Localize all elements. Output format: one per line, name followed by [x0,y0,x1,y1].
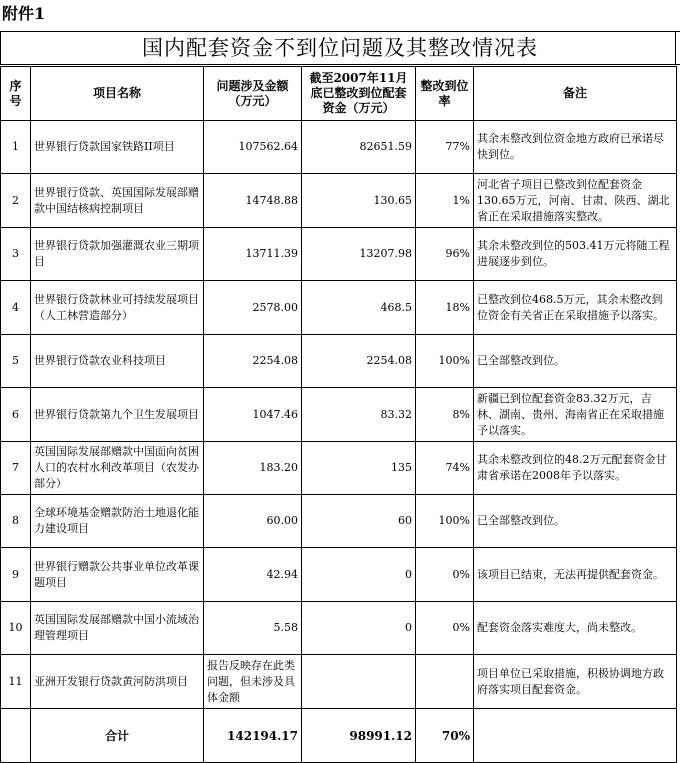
rectify-rate: 18% [416,281,474,335]
rectify-rate: 100% [416,335,474,388]
rectified-amount: 468.5 [302,281,416,335]
problem-amount: 13711.39 [204,228,302,281]
total-amount: 142194.17 [204,709,302,763]
table-row [1,335,677,388]
problem-amount: 42.94 [204,548,302,602]
project-name: 英国国际发展部赠款中国面向贫困人口的农村水利改革项目（农发办部分） [31,442,204,495]
header-rectified: 截至2007年11月底已整改到位配套资金（万元） [302,67,416,121]
table-row [1,228,677,281]
rectify-rate: 8% [416,388,474,442]
project-name: 世界银行贷款第九个卫生发展项目 [31,388,204,442]
row-index: 10 [1,602,31,655]
rectified-amount: 135 [302,442,416,495]
row-index: 8 [1,495,31,548]
table-row [1,174,677,228]
rectified-amount: 13207.98 [302,228,416,281]
table-row [1,548,677,602]
problem-amount: 183.20 [204,442,302,495]
rectify-rate [416,655,474,709]
project-name: 亚洲开发银行贷款黄河防洪项目 [31,655,204,709]
table-row [1,495,677,548]
rectified-amount: 130.65 [302,174,416,228]
table-row [1,602,677,655]
table-row [1,281,677,335]
row-index: 1 [1,121,31,174]
problem-amount: 14748.88 [204,174,302,228]
problem-amount: 2254.08 [204,335,302,388]
rectify-rate: 0% [416,548,474,602]
problem-amount: 60.00 [204,495,302,548]
page-title: 国内配套资金不到位问题及其整改情况表 [142,36,538,60]
row-index: 7 [1,442,31,495]
project-name: 英国国际发展部赠款中国小流域治理管理项目 [31,602,204,655]
problem-amount: 107562.64 [204,121,302,174]
header-index: 序号 [1,67,31,121]
problem-amount: 5.58 [204,602,302,655]
project-name: 世界银行贷款林业可持续发展项目（人工林营造部分） [31,281,204,335]
table-row [1,121,677,174]
total-rate: 70% [416,709,474,763]
project-name: 全球环境基金赠款防治土地退化能力建设项目 [31,495,204,548]
header-amount: 问题涉及金额（万元） [204,67,302,121]
attachment-label: 附件1 [2,4,46,23]
total-row [1,709,677,763]
row-index: 3 [1,228,31,281]
remark: 项目单位已采取措施，积极协调地方政府落实项目配套资金。 [474,655,677,709]
project-name: 世界银行贷款农业科技项目 [31,335,204,388]
total-label: 合计 [31,709,204,763]
remark: 其余未整改到位的503.41万元将随工程进展逐步到位。 [474,228,677,281]
row-index: 4 [1,281,31,335]
header-row [1,67,677,121]
rectified-amount: 0 [302,602,416,655]
rectified-amount [302,655,416,709]
project-name: 世界银行贷款国家铁路II项目 [31,121,204,174]
remark: 河北省子项目已整改到位配套资金130.65万元，河南、甘肃、陕西、湖北省正在采取措施落实整改。 [474,174,677,228]
remark: 已全部整改到位。 [474,495,677,548]
row-index: 2 [1,174,31,228]
table-row [1,655,677,709]
remark: 新疆已到位配套资金83.32万元，吉林、湖南、贵州、海南省正在采取措施予以落实。 [474,388,677,442]
project-name: 世界银行赠款公共事业单位改革课题项目 [31,548,204,602]
total-rectified: 98991.12 [302,709,416,763]
project-name: 世界银行贷款加强灌溉农业三期项目 [31,228,204,281]
rectified-amount: 0 [302,548,416,602]
row-index: 6 [1,388,31,442]
total-note-blank [474,709,677,763]
title-row [0,31,680,65]
remark: 该项目已结束，无法再提供配套资金。 [474,548,677,602]
rectified-amount: 60 [302,495,416,548]
remark: 其余未整改到位资金地方政府已承诺尽快到位。 [474,121,677,174]
rectify-rate: 100% [416,495,474,548]
table-row [1,442,677,495]
rectify-rate: 0% [416,602,474,655]
row-index: 11 [1,655,31,709]
rectify-rate: 77% [416,121,474,174]
total-index-blank [1,709,31,763]
remark: 其余未整改到位的48.2万元配套资金甘肃省承诺在2008年予以落实。 [474,442,677,495]
header-rate: 整改到位率 [416,67,474,121]
rectify-rate: 74% [416,442,474,495]
row-index: 9 [1,548,31,602]
rectified-amount: 82651.59 [302,121,416,174]
table-row [1,388,677,442]
problem-amount: 报告反映存在此类问题，但未涉及具体金额 [204,655,302,709]
row-index: 5 [1,335,31,388]
problem-amount: 1047.46 [204,388,302,442]
problem-amount: 2578.00 [204,281,302,335]
rectified-amount: 83.32 [302,388,416,442]
remark: 已全部整改到位。 [474,335,677,388]
header-note: 备注 [474,67,677,121]
rectify-rate: 96% [416,228,474,281]
rectification-table [0,66,677,763]
header-name: 项目名称 [31,67,204,121]
remark: 配套资金落实难度大，尚未整改。 [474,602,677,655]
rectified-amount: 2254.08 [302,335,416,388]
project-name: 世界银行贷款、英国国际发展部赠款中国结核病控制项目 [31,174,204,228]
rectify-rate: 1% [416,174,474,228]
remark: 已整改到位468.5万元，其余未整改到位资金有关省正在采取措施予以落实。 [474,281,677,335]
